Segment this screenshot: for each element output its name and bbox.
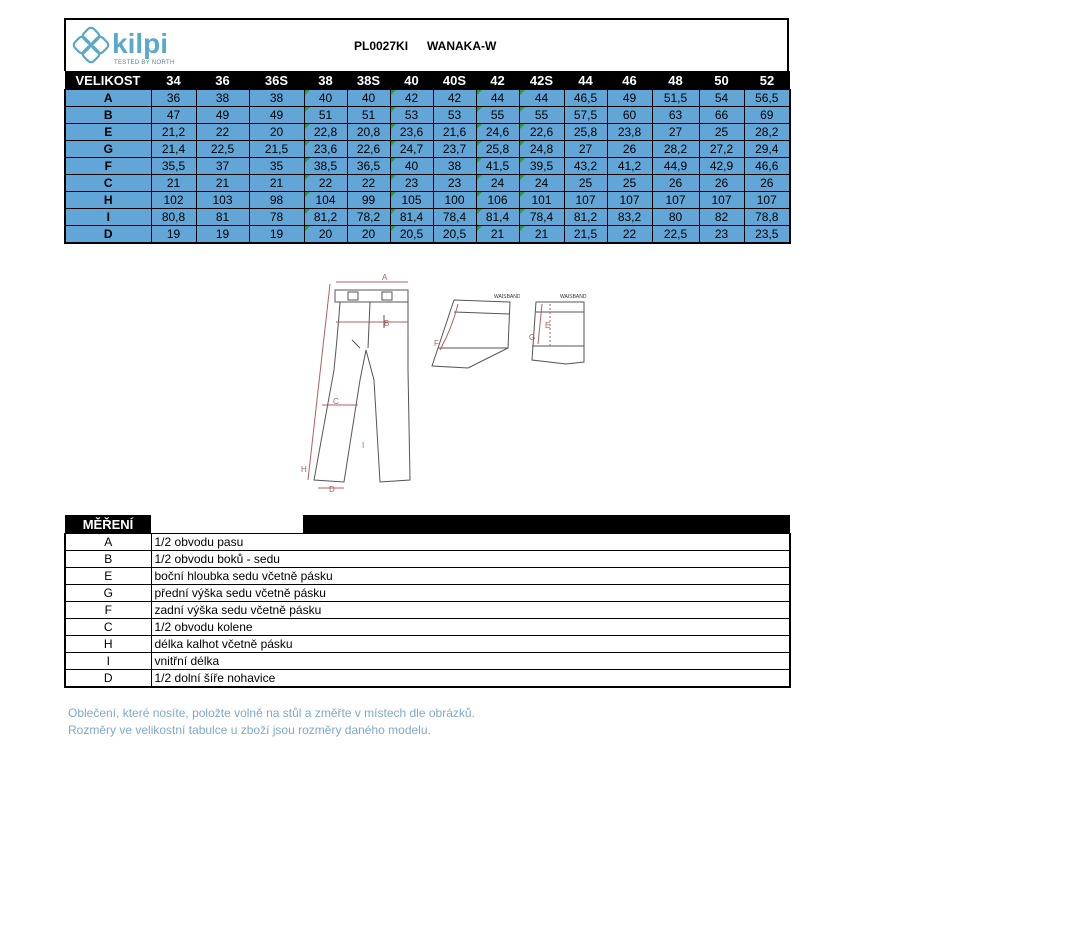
size-header-cell: 38S — [347, 71, 390, 90]
size-cell: 24,8 — [519, 141, 564, 158]
size-header-cell: 36 — [196, 71, 249, 90]
size-row-label: I — [65, 209, 151, 226]
size-cell: 25,8 — [564, 124, 607, 141]
size-cell: 81,2 — [304, 209, 347, 226]
measurement-row — [65, 653, 790, 670]
diagram-label-d: D — [329, 485, 335, 494]
size-cell: 41,2 — [607, 158, 652, 175]
size-cell: 55 — [519, 107, 564, 124]
measurements-header-gap — [151, 515, 303, 534]
size-cell: 107 — [564, 192, 607, 209]
size-row-h — [65, 192, 790, 209]
size-cell: 27 — [564, 141, 607, 158]
diagram-label-a: A — [382, 273, 388, 282]
brand-logo — [72, 26, 182, 68]
size-cell: 20,8 — [347, 124, 390, 141]
size-cell: 78,2 — [347, 209, 390, 226]
size-cell: 36,5 — [347, 158, 390, 175]
size-cell: 39,5 — [519, 158, 564, 175]
size-cell: 23 — [433, 175, 476, 192]
size-cell: 53 — [390, 107, 433, 124]
size-cell: 46,5 — [564, 90, 607, 107]
size-cell: 42 — [433, 90, 476, 107]
note-line-1: Oblečení, které nosíte, položte volně na stůl a změřte v místech dle obrázků. — [68, 706, 475, 720]
header-box — [64, 18, 789, 71]
size-cell: 22 — [347, 175, 390, 192]
size-cell: 36 — [151, 90, 196, 107]
size-cell: 49 — [607, 90, 652, 107]
size-cell: 38 — [196, 90, 249, 107]
size-cell: 23,6 — [390, 124, 433, 141]
measurement-description: 1/2 obvodu kolene — [151, 619, 790, 636]
size-cell: 24,6 — [476, 124, 519, 141]
size-row-f — [65, 158, 790, 175]
note-line-2: Rozměry ve velikostní tabulce u zboží jsou rozměry daného modelu. — [68, 723, 431, 737]
size-cell: 22 — [607, 226, 652, 244]
size-cell: 82 — [699, 209, 744, 226]
size-cell: 22 — [196, 124, 249, 141]
measurement-row — [65, 534, 790, 551]
measurement-description: 1/2 dolní šíře nohavice — [151, 670, 790, 688]
size-cell: 28,2 — [744, 124, 790, 141]
size-cell: 25 — [564, 175, 607, 192]
size-cell: 20,5 — [390, 226, 433, 244]
size-cell: 46,6 — [744, 158, 790, 175]
size-cell: 78,4 — [433, 209, 476, 226]
size-row-b — [65, 107, 790, 124]
product-code: PL0027KI — [354, 39, 409, 53]
measurement-code: H — [65, 636, 151, 653]
brand-tagline: TESTED BY NORTH — [114, 60, 175, 66]
size-header-label: VELIKOST — [65, 71, 151, 90]
measurement-code: I — [65, 653, 151, 670]
waistband-label-2: WAISBAND — [560, 294, 587, 300]
size-cell: 22,8 — [304, 124, 347, 141]
size-cell: 40 — [304, 90, 347, 107]
measurement-row — [65, 551, 790, 568]
size-cell: 51,5 — [652, 90, 699, 107]
size-cell: 83,2 — [607, 209, 652, 226]
size-cell: 23,7 — [433, 141, 476, 158]
size-header-cell: 44 — [564, 71, 607, 90]
measurement-description: délka kalhot včetně pásku — [151, 636, 790, 653]
size-row-label: H — [65, 192, 151, 209]
size-row-c — [65, 175, 790, 192]
size-row-g — [65, 141, 790, 158]
size-cell: 102 — [151, 192, 196, 209]
size-cell: 42,9 — [699, 158, 744, 175]
size-cell: 24 — [476, 175, 519, 192]
diagram-label-c: C — [333, 397, 339, 406]
size-cell: 100 — [433, 192, 476, 209]
size-cell: 21,5 — [564, 226, 607, 244]
waistband-label-1: WAISBAND — [494, 294, 520, 300]
size-cell: 53 — [433, 107, 476, 124]
measurement-description: boční hloubka sedu včetně pásku — [151, 568, 790, 585]
size-cell: 23,5 — [744, 226, 790, 244]
size-header-row — [65, 71, 790, 90]
size-cell: 23 — [390, 175, 433, 192]
size-cell: 44 — [476, 90, 519, 107]
size-header-cell: 50 — [699, 71, 744, 90]
size-cell: 98 — [249, 192, 304, 209]
measurement-code: F — [65, 602, 151, 619]
size-cell: 21,4 — [151, 141, 196, 158]
measurement-code: G — [65, 585, 151, 602]
measurement-description: 1/2 obvodu boků - sedu — [151, 551, 790, 568]
size-cell: 20 — [249, 124, 304, 141]
size-row-label: C — [65, 175, 151, 192]
size-cell: 107 — [607, 192, 652, 209]
size-cell: 23 — [699, 226, 744, 244]
size-cell: 19 — [196, 226, 249, 244]
brand-name: kilpi — [112, 28, 169, 59]
diagram-label-e: E — [545, 321, 551, 330]
size-row-label: E — [65, 124, 151, 141]
size-cell: 104 — [304, 192, 347, 209]
measurements-header-fill — [303, 515, 790, 534]
size-cell: 63 — [652, 107, 699, 124]
measurement-description: zadní výška sedu včetně pásku — [151, 602, 790, 619]
size-cell: 28,2 — [652, 141, 699, 158]
size-cell: 38 — [249, 90, 304, 107]
size-cell: 81,4 — [476, 209, 519, 226]
size-row-d — [65, 226, 790, 244]
size-cell: 24,7 — [390, 141, 433, 158]
size-cell: 19 — [249, 226, 304, 244]
size-cell: 20 — [304, 226, 347, 244]
size-row-a — [65, 90, 790, 107]
size-cell: 35,5 — [151, 158, 196, 175]
size-header-cell: 52 — [744, 71, 790, 90]
size-cell: 26 — [699, 175, 744, 192]
diagram-label-i: I — [362, 441, 365, 450]
size-cell: 21 — [476, 226, 519, 244]
size-cell: 43,2 — [564, 158, 607, 175]
measurements-table — [64, 515, 791, 688]
size-cell: 44,9 — [652, 158, 699, 175]
size-cell: 35 — [249, 158, 304, 175]
size-row-e — [65, 124, 790, 141]
measurements-header-row — [65, 515, 790, 534]
measurement-code: E — [65, 568, 151, 585]
size-cell: 22,5 — [652, 226, 699, 244]
size-cell: 22 — [304, 175, 347, 192]
size-row-label: F — [65, 158, 151, 175]
size-cell: 56,5 — [744, 90, 790, 107]
size-header-cell: 38 — [304, 71, 347, 90]
size-header-cell: 40 — [390, 71, 433, 90]
size-cell: 25 — [699, 124, 744, 141]
size-header-cell: 42 — [476, 71, 519, 90]
size-cell: 44 — [519, 90, 564, 107]
kilpi-knot-icon — [72, 26, 110, 66]
size-cell: 51 — [347, 107, 390, 124]
size-cell: 78,4 — [519, 209, 564, 226]
size-cell: 40 — [347, 90, 390, 107]
measurement-row — [65, 670, 790, 688]
diagram-label-g: G — [529, 333, 536, 342]
size-cell: 26 — [744, 175, 790, 192]
size-cell: 27,2 — [699, 141, 744, 158]
size-cell: 21 — [196, 175, 249, 192]
diagram-label-b: B — [384, 319, 390, 328]
size-cell: 54 — [699, 90, 744, 107]
front-rise-diagram — [526, 288, 592, 368]
size-cell: 103 — [196, 192, 249, 209]
size-row-i — [65, 209, 790, 226]
size-cell: 49 — [196, 107, 249, 124]
size-table — [64, 71, 791, 244]
size-cell: 21 — [519, 226, 564, 244]
size-cell: 107 — [699, 192, 744, 209]
size-cell: 60 — [607, 107, 652, 124]
size-cell: 106 — [476, 192, 519, 209]
size-cell: 107 — [744, 192, 790, 209]
size-cell: 80,8 — [151, 209, 196, 226]
size-cell: 25 — [607, 175, 652, 192]
size-row-label: D — [65, 226, 151, 244]
size-row-label: G — [65, 141, 151, 158]
size-cell: 66 — [699, 107, 744, 124]
size-cell: 23,8 — [607, 124, 652, 141]
size-cell: 81,2 — [564, 209, 607, 226]
measurement-row — [65, 619, 790, 636]
measurement-row — [65, 568, 790, 585]
size-cell: 37 — [196, 158, 249, 175]
size-cell: 69 — [744, 107, 790, 124]
size-cell: 21,6 — [433, 124, 476, 141]
measurement-code: A — [65, 534, 151, 551]
size-row-label: A — [65, 90, 151, 107]
size-cell: 21,2 — [151, 124, 196, 141]
size-row-label: B — [65, 107, 151, 124]
measurement-row — [65, 585, 790, 602]
measurement-code: D — [65, 670, 151, 688]
product-name: WANAKA-W — [427, 39, 497, 53]
size-cell: 29,4 — [744, 141, 790, 158]
size-cell: 38 — [433, 158, 476, 175]
size-header-cell: 46 — [607, 71, 652, 90]
size-cell: 40 — [390, 158, 433, 175]
size-cell: 51 — [304, 107, 347, 124]
size-cell: 81 — [196, 209, 249, 226]
size-header-cell: 42S — [519, 71, 564, 90]
size-cell: 81,4 — [390, 209, 433, 226]
size-cell: 49 — [249, 107, 304, 124]
measurement-description: 1/2 obvodu pasu — [151, 534, 790, 551]
size-header-cell: 40S — [433, 71, 476, 90]
size-cell: 99 — [347, 192, 390, 209]
measurement-row — [65, 636, 790, 653]
size-cell: 78,8 — [744, 209, 790, 226]
size-header-cell: 36S — [249, 71, 304, 90]
size-cell: 22,6 — [519, 124, 564, 141]
size-cell: 55 — [476, 107, 519, 124]
size-cell: 21,5 — [249, 141, 304, 158]
size-cell: 20,5 — [433, 226, 476, 244]
size-cell: 21 — [151, 175, 196, 192]
size-cell: 107 — [652, 192, 699, 209]
size-cell: 105 — [390, 192, 433, 209]
size-cell: 47 — [151, 107, 196, 124]
size-header-cell: 34 — [151, 71, 196, 90]
size-cell: 26 — [652, 175, 699, 192]
size-cell: 24 — [519, 175, 564, 192]
size-cell: 20 — [347, 226, 390, 244]
size-cell: 22,6 — [347, 141, 390, 158]
size-cell: 26 — [607, 141, 652, 158]
measurement-row — [65, 602, 790, 619]
size-cell: 101 — [519, 192, 564, 209]
measurements-header-label: MĚŘENÍ — [65, 515, 151, 534]
size-cell: 38,5 — [304, 158, 347, 175]
size-header-cell: 48 — [652, 71, 699, 90]
size-cell: 80 — [652, 209, 699, 226]
trousers-diagram — [300, 270, 430, 495]
size-cell: 23,6 — [304, 141, 347, 158]
size-cell: 78 — [249, 209, 304, 226]
size-cell: 27 — [652, 124, 699, 141]
measurement-code: C — [65, 619, 151, 636]
size-cell: 22,5 — [196, 141, 249, 158]
size-cell: 42 — [390, 90, 433, 107]
size-cell: 25,8 — [476, 141, 519, 158]
measurement-description: přední výška sedu včetně pásku — [151, 585, 790, 602]
size-cell: 19 — [151, 226, 196, 244]
size-cell: 41,5 — [476, 158, 519, 175]
diagram-label-h: H — [301, 465, 307, 474]
measurement-description: vnitřní délka — [151, 653, 790, 670]
diagram-label-f: F — [434, 339, 439, 348]
size-cell: 21 — [249, 175, 304, 192]
back-rise-diagram — [428, 288, 520, 378]
size-cell: 57,5 — [564, 107, 607, 124]
measurement-code: B — [65, 551, 151, 568]
